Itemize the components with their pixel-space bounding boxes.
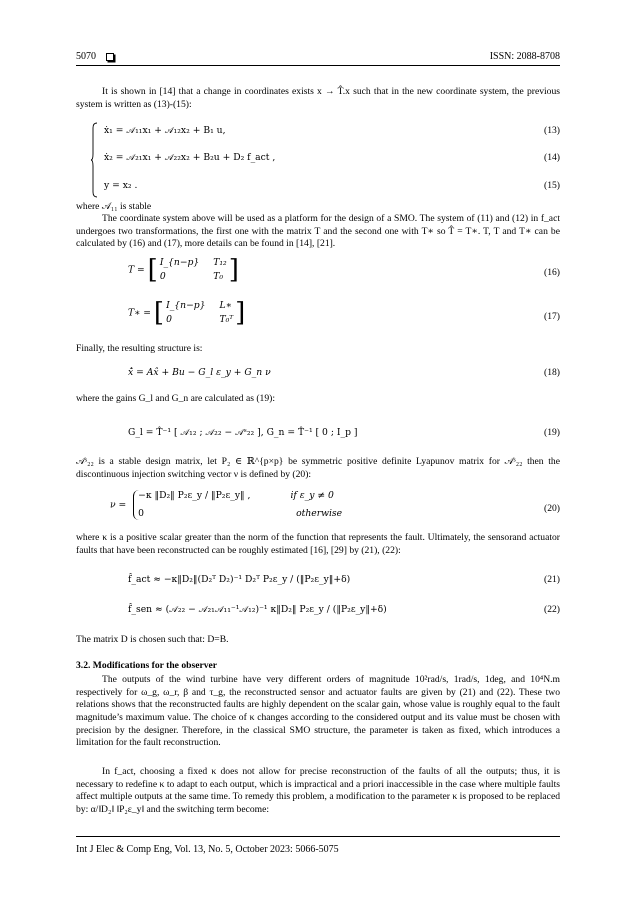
equation-number-13: (13) bbox=[544, 125, 560, 136]
paragraph-coordinate-system: The coordinate system above will be used as a platform for the design of a SMO. The system of (11) and (12) in f_act undergoes two transformations, the first one with the matrix T and the second one with T∗ so T̂ = T∗. T, T and T∗ can be calculated by (16) and (17), more details can be found in [14], [21]. bbox=[76, 213, 560, 250]
equation-number-18: (18) bbox=[544, 367, 560, 378]
equation-15: y = x₂ . bbox=[104, 180, 138, 191]
matrix-cell: I_{n−p} bbox=[166, 300, 206, 312]
paragraph-resulting-structure: Finally, the resulting structure is: bbox=[76, 343, 203, 354]
page-number: 5070 bbox=[76, 51, 96, 62]
paragraph-matrix-d: The matrix D is chosen such that: D=B. bbox=[76, 634, 229, 645]
footer-rule bbox=[76, 836, 560, 837]
equation-16-lhs: T = bbox=[128, 264, 145, 276]
paragraph-design-matrix: 𝒜ˢ₂₂ is a stable design matrix, let P₂ ∈ ℝ^{p×p} be symmetric positive definite Lyapunov matrix for 𝒜ˢ₂₂ then the discontinuous injection switching vector ν is defined by (20): bbox=[76, 456, 560, 480]
equation-number-14: (14) bbox=[544, 152, 560, 163]
paragraph-fault-estimate: where κ is a positive scalar greater than the norm of the function that represents the fault. Ultimately, the sensorand actuator faults that have been reconstructed can be roughly estimated [16], [29] by (21), (22): bbox=[76, 532, 560, 556]
page-footer: Int J Elec & Comp Eng, Vol. 13, No. 5, October 2023: 5066-5075 bbox=[76, 844, 339, 855]
issn: ISSN: 2088-8708 bbox=[489, 51, 560, 62]
case-2-condition: otherwise bbox=[296, 508, 343, 520]
cases-brace bbox=[133, 490, 342, 520]
equation-13: ẋ₁ = 𝒜₁₁x₁ + 𝒜₁₂x₂ + B₁ u, bbox=[104, 125, 226, 136]
equation-20 bbox=[110, 490, 342, 520]
equation-22: f̂_sen ≈ (𝒜₂₂ − 𝒜₂₁𝒜₁₁⁻¹𝒜₁₂)⁻¹ κ‖D₂‖ P₂ε_y / (‖P₂ε_y‖+δ) bbox=[128, 604, 387, 615]
equation-17-lhs: T∗ = bbox=[128, 307, 151, 319]
paragraph-coordinate-change: It is shown in [14] that a change in coordinates exists x → T̂.x such that in the new coordinate system, the previous system is written as (13)-(15): bbox=[76, 86, 560, 110]
case-1-condition: if ε_y ≠ 0 bbox=[290, 490, 334, 501]
page-header bbox=[76, 50, 560, 63]
equation-20-lhs: ν = bbox=[110, 499, 127, 511]
paragraph-outputs: The outputs of the wind turbine have very different orders of magnitude 10²rad/s, 1rad/s, 1deg, and 10⁴N.m respectively for ω_g, ω_r, β and τ_g, the reconstructed sensor and actuator faults are given by (21) and (22). These two relations shows that the reconstructed faults are highly dependent on the scalar gain, whose value is roughly equal to the fault magnitude’s maximum value. The choice of κ changes according to the considered output and its value must be chosen with precision by the designer. Therefore, in the classical SMO structure, the parameter is taken as fixed, which introduces a limitation for the fault reconstruction. bbox=[76, 674, 560, 749]
equation-number-19: (19) bbox=[544, 427, 560, 438]
matrix-cell: T₀ᵀ bbox=[219, 313, 234, 325]
equation-number-16: (16) bbox=[544, 267, 560, 278]
equation-number-20: (20) bbox=[544, 503, 560, 514]
equation-18: x̂̇ = Ax̂ + Bu − G_l ε_y + G_n ν bbox=[128, 367, 271, 378]
header-rule bbox=[76, 65, 560, 66]
equation-16 bbox=[128, 257, 239, 283]
paragraph-gains: where the gains G_l and G_n are calculated as (19): bbox=[76, 393, 275, 404]
matrix-T: [ I_{n−p} T₁₂ 0 T₀ ] bbox=[147, 255, 239, 285]
equation-21: f̂_act ≈ −κ‖D₂‖(D₂ᵀ D₂)⁻¹ D₂ᵀ P₂ε_y / (‖P₂ε_y‖+δ) bbox=[128, 574, 351, 585]
matrix-cell: 0 bbox=[166, 313, 172, 325]
equation-number-15: (15) bbox=[544, 180, 560, 191]
matrix-T-star: [ I_{n−p} L∗ 0 T₀ᵀ ] bbox=[153, 298, 246, 328]
matrix-cell: 0 bbox=[159, 270, 166, 282]
system-brace bbox=[91, 122, 98, 198]
paragraph-stable: where 𝒜₁₁ is stable bbox=[76, 201, 152, 212]
case-1-expression: −κ ‖D₂‖ P₂ε_y / ‖P₂ε_y‖ , bbox=[138, 490, 251, 501]
case-2-expression: 0 bbox=[138, 508, 144, 520]
equation-19: G_l = T̂⁻¹ [ 𝒜₁₂ ; 𝒜₂₂ − 𝒜ˢ₂₂ ], G_n = T̂⁻¹ [ 0 ; I_p ] bbox=[128, 427, 358, 438]
equation-number-17: (17) bbox=[544, 311, 560, 322]
square-bullet-icon bbox=[106, 53, 114, 61]
matrix-cell: T₁₂ bbox=[213, 257, 227, 269]
matrix-cell: I_{n−p} bbox=[159, 257, 200, 269]
equation-14: ẋ₂ = 𝒜₂₁x₁ + 𝒜₂₂x₂ + B₂u + D₂ f_act , bbox=[104, 152, 276, 163]
equation-number-21: (21) bbox=[544, 574, 560, 585]
equation-number-22: (22) bbox=[544, 604, 560, 615]
matrix-cell: T₀ bbox=[213, 270, 224, 282]
section-heading: 3.2. Modifications for the observer bbox=[76, 660, 218, 671]
matrix-cell: L∗ bbox=[219, 300, 232, 312]
paragraph-modification: In f_act, choosing a fixed κ does not allow for precise reconstruction of the faults of all the outputs; thus, it is necessary to redefine κ to adapt to each output, which is impractical and a priori inaccessible in the case where multiple faults affect multiple outputs at the same time. To remedy this problem, a modification to the parameter κ is proposed to be replaced by: α/‖D₂‖ ‖P₂ε_y‖ and the switching term become: bbox=[76, 766, 560, 815]
equation-17 bbox=[128, 300, 245, 326]
